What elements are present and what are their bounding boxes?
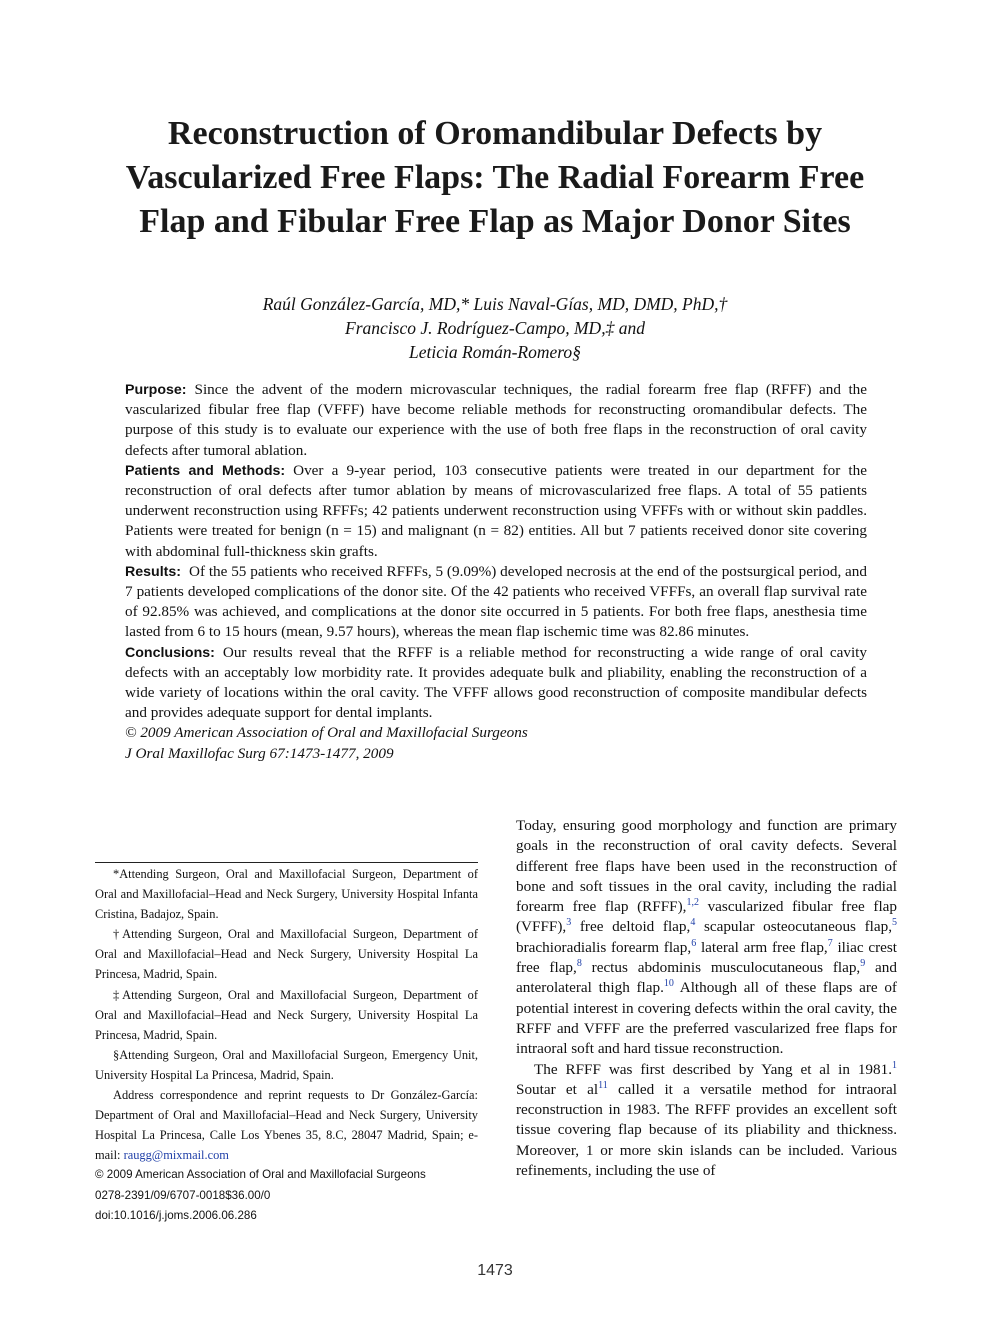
reference-link[interactable]: 10 xyxy=(663,978,674,990)
reference-link[interactable]: 4 xyxy=(690,917,696,929)
abstract-copyright: © 2009 American Association of Oral and Maxillofacial Surgeons xyxy=(125,724,528,742)
issn-line: 0278-2391/09/6707-0018$36.00/0 xyxy=(95,1188,271,1202)
footnote-copyright: © 2009 American Association of Oral and Maxillofacial Surgeons xyxy=(95,1168,426,1182)
correspondence-note xyxy=(95,1085,478,1165)
text-run: Although all of these flaps are of potential interest in covering defects within the oral cavity, the RFFF and VFFF are the preferred vascularized free flaps for intraoral soft and hard tissue reconstruction. xyxy=(516,979,897,1058)
text-run: Soutar et al xyxy=(516,1080,599,1098)
affiliation-note: §Attending Surgeon, Oral and Maxillofacial Surgeon, Emergency Unit, University Hospital La Princesa, Madrid, Spain. xyxy=(95,1047,478,1082)
purpose-text: Since the advent of the modern microvascular techniques, the radial forearm free flap (RFFF) and the vascularized fibular free flap (VFFF) have become reliable methods for reconstructing oromandibular defects. The purpose of this study is to evaluate our experience with the use of both free flaps in the reconstruction of oral cavity defects after tumoral ablation. xyxy=(125,381,867,459)
text-run: scapular osteocutaneous flap, xyxy=(695,918,892,936)
reference-link[interactable]: 7 xyxy=(827,937,833,949)
body-text xyxy=(516,816,897,1181)
reference-link[interactable]: 5 xyxy=(892,917,897,929)
abstract-methods xyxy=(125,461,867,562)
affiliation-note: *Attending Surgeon, Oral and Maxillofacial Surgeon, Department of Oral and Maxillofacial–Head and Neck Surgery, University Hospital Infanta Cristina, Badajoz, Spain. xyxy=(95,867,478,922)
text-run: Today, ensuring good morphology and function are primary goals in the reconstruction of oral cavity defects. Several different free flaps have been used in the reconstruction of bone and soft tissues in the oral cavity, including the radial forearm free flap (RFFF), xyxy=(516,817,897,916)
abstract-conclusions xyxy=(125,643,867,724)
correspondence-text: Address correspondence and reprint requests to Dr González-García: Department of Oral and Maxillofacial–Head and Neck Surgery, University Hospital La Princesa, Calle Los Ybenes 35, 8.C, 28047 Madrid, Spain; e-mail: xyxy=(95,1088,478,1163)
reference-link[interactable]: 1,2 xyxy=(686,897,699,909)
abstract xyxy=(125,380,867,764)
reference-link[interactable]: 8 xyxy=(576,958,582,970)
conclusions-text: Our results reveal that the RFFF is a reliable method for reconstructing a wide range of oral cavity defects with an acceptably low morbidity rate. It provides adequate bulk and pliability, enabling the reconstruction of a wide variety of locations within the oral cavity. The VFFF allows good reconstruction of composite mandibular defects and provides adequate support for dental implants. xyxy=(125,643,867,722)
affiliation-note: ‡Attending Surgeon, Oral and Maxillofacial Surgeon, Department of Oral and Maxillofacial–Head and Neck Surgery, University Hospital La Princesa, Madrid, Spain. xyxy=(95,987,478,1042)
conclusions-label: Conclusions: xyxy=(125,644,215,661)
reference-link[interactable]: 1 xyxy=(892,1059,897,1071)
page-number: 1473 xyxy=(477,1262,513,1279)
text-run: called it a versatile method for intraoral reconstruction in 1983. The RFFF provides an excellent soft tissue covering flap because of its pliability and thickness. Moreover, 1 or more skin islands can be included. Various refinements, including the use of xyxy=(516,1080,897,1180)
reference-link[interactable]: 9 xyxy=(860,958,866,970)
text-run: free deltoid flap, xyxy=(571,918,691,936)
author-line: Raúl González-García, MD,* Luis Naval-Gías, MD, DMD, PhD,† xyxy=(262,294,728,314)
affiliation-note: †Attending Surgeon, Oral and Maxillofacial Surgeon, Department of Oral and Maxillofacial–Head and Neck Surgery, University Hospital La Princesa, Madrid, Spain. xyxy=(95,927,478,982)
body-paragraph xyxy=(516,1060,897,1182)
text-run: iliac crest free flap, xyxy=(516,938,898,977)
author-line: Francisco J. Rodríguez-Campo, MD,‡ and xyxy=(345,318,645,338)
footnote-divider xyxy=(95,862,478,863)
text-run: brachioradialis forearm flap, xyxy=(516,938,692,956)
journal-citation: J Oral Maxillofac Surg 67:1473-1477, 2009 xyxy=(125,744,394,762)
footnotes xyxy=(95,864,478,1226)
body-paragraph xyxy=(516,816,897,1060)
text-run: lateral arm free flap, xyxy=(696,938,828,956)
abstract-purpose xyxy=(125,380,867,461)
methods-text: Over a 9-year period, 103 consecutive patients were treated in our department for the reconstruction of oral defects after tumor ablation by means of microvascularized free flaps. A total of 55 patients underwent reconstruction using RFFFs; 42 patients underwent reconstruction using VFFFs with or without skin paddles. Patients were treated for benign (n = 15) and malignant (n = 82) entities. All but 7 patients received donor site covering with abdominal full-thickness skin grafts. xyxy=(125,461,867,560)
results-label: Results: xyxy=(125,563,181,580)
text-run: vascularized fibular free flap (VFFF), xyxy=(516,898,897,936)
article-title: Reconstruction of Oromandibular Defects by Vascularized Free Flaps: The Radial Forearm Free Flap and Fibular Free Flap as Major Donor Sites xyxy=(125,115,865,240)
text-run: The RFFF was first described by Yang et al in 1981. xyxy=(534,1060,892,1078)
author-list xyxy=(100,292,890,364)
purpose-label: Purpose: xyxy=(125,382,187,398)
reference-link[interactable]: 6 xyxy=(691,937,697,949)
doi-line: doi:10.1016/j.joms.2006.06.286 xyxy=(95,1208,257,1222)
abstract-results xyxy=(125,562,867,643)
text-run: and anterolateral thigh flap. xyxy=(516,959,897,997)
text-run: rectus abdominis musculocutaneous flap, xyxy=(581,959,861,977)
author-line: Leticia Román-Romero§ xyxy=(409,342,581,362)
results-text: Of the 55 patients who received RFFFs, 5 (9.09%) developed necrosis at the end of the postsurgical period, and 7 patients developed complications of the donor site. Of the 42 patients who received VFFFs, an overall flap survival rate of 92.85% was achieved, and complications at the donor site occurred in 5 patients. For both free flaps, anesthesia time lasted from 6 to 15 hours (mean, 9.57 hours), whereas the mean flap ischemic time was 82.86 minutes. xyxy=(125,562,867,641)
email-link[interactable]: raugg@mixmail.com xyxy=(123,1148,229,1163)
reference-link[interactable]: 11 xyxy=(598,1079,608,1091)
methods-label: Patients and Methods: xyxy=(125,462,286,479)
reference-link[interactable]: 3 xyxy=(566,917,572,929)
